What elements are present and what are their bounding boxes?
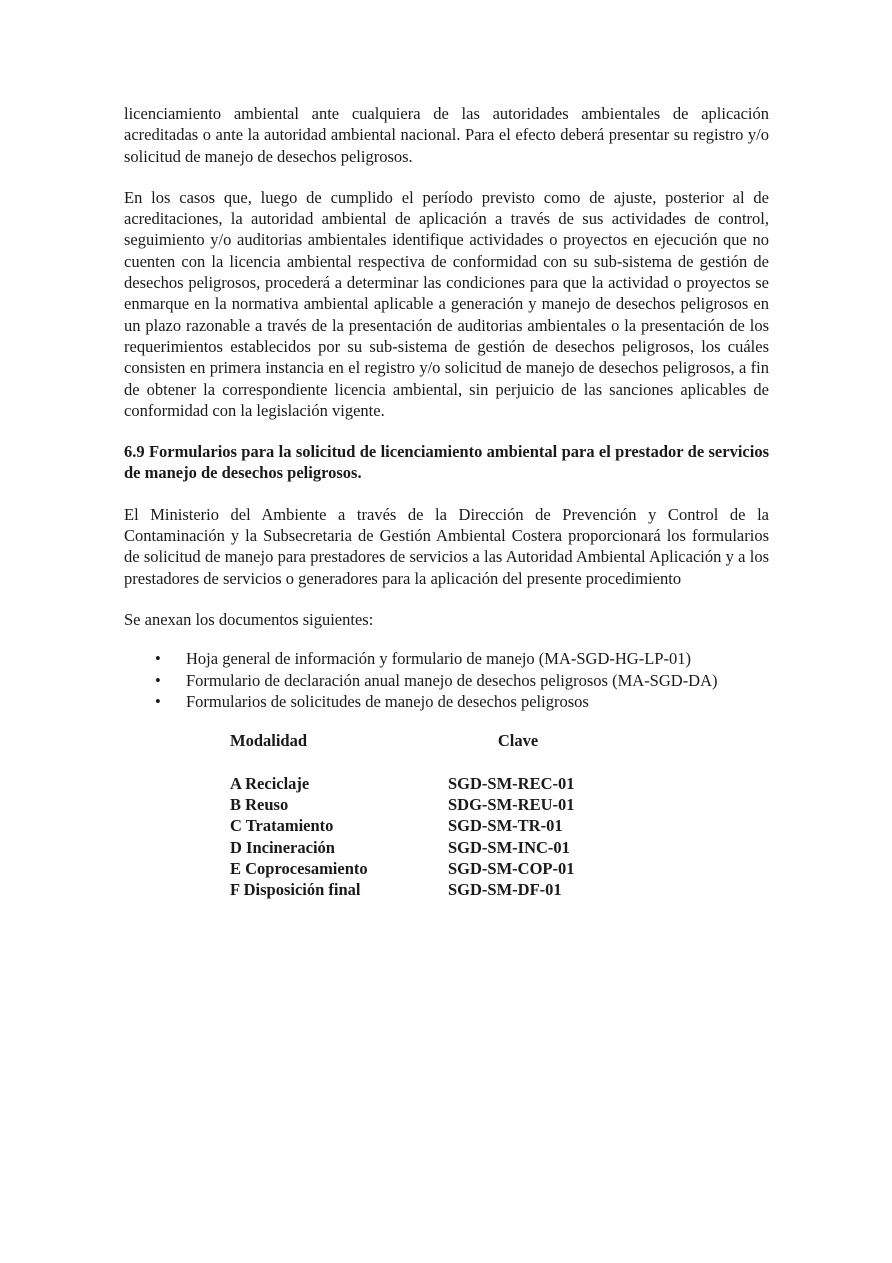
table-header-modalidad: Modalidad: [230, 731, 308, 751]
table-row: [124, 879, 769, 900]
table-cell-modality: C Tratamiento: [230, 816, 334, 836]
table-cell-modality: D Incineración: [230, 837, 335, 857]
annex-bullet-list: [124, 648, 769, 712]
table-cell-modality: A Reciclaje: [230, 773, 310, 793]
list-item: [124, 648, 769, 669]
paragraph-licenciamiento: licenciamiento ambiental ante cualquiera de las autoridades ambientales de aplicación acreditadas o ante la autoridad ambiental nacional. Para el efecto deberá presentar su registro y/o solicitud de manejo de desechos peligrosos.: [124, 104, 769, 166]
bullet-icon: •: [155, 670, 161, 690]
section-heading-6-9: 6.9 Formularios para la solicitud de licenciamiento ambiental para el prestador de servicios de manejo de desechos peligrosos.: [124, 442, 769, 483]
table-cell-key: SGD-SM-DF-01: [448, 880, 562, 900]
table-cell-modality: B Reuso: [230, 795, 289, 815]
modality-key-table: [124, 730, 769, 900]
annex-intro-line: Se anexan los documentos siguientes:: [124, 609, 374, 629]
table-cell-modality: F Disposición final: [230, 880, 361, 900]
paragraph-en-los-casos: En los casos que, luego de cumplido el período previsto como de ajuste, posterior al de acreditaciones, la autoridad ambiental de aplicación a través de sus actividades de control, seguimiento y/o auditorias ambientales identifique actividades o proyectos en ejecución que no cuenten con la licencia ambiental respectiva de conformidad con su sub-sistema de gestión de desechos peligrosos, procederá a determinar las condiciones para que la actividad o proyectos se enmarque en la normativa ambiental aplicable a generación y manejo de desechos peligrosos en un plazo razonable a través de la presentación de auditorias ambientales o la presentación de los requerimientos establecidos por su sub-sistema de gestión de desechos peligrosos, los cuáles consisten en primera instancia en el registro y/o solicitud de manejo de desechos peligrosos, a fin de obtener la correspondiente licencia ambiental, sin perjuicio de las sanciones aplicables de conformidad con la legislación vigente.: [124, 187, 769, 420]
list-item-text: Formularios de solicitudes de manejo de desechos peligrosos: [186, 691, 589, 711]
document-content: [124, 103, 769, 901]
table-row: [124, 837, 769, 858]
bullet-icon: •: [155, 649, 161, 669]
table-cell-key: SGD-SM-REC-01: [448, 773, 575, 793]
table-row: [124, 794, 769, 815]
table-row: [124, 773, 769, 794]
table-cell-key: SGD-SM-INC-01: [448, 837, 570, 857]
table-cell-modality: E Coprocesamiento: [230, 858, 368, 878]
list-item: [124, 670, 769, 691]
table-row: [124, 815, 769, 836]
list-item-text: Hoja general de información y formulario de manejo (MA-SGD-HG-LP-01): [186, 649, 691, 669]
table-cell-key: SDG-SM-REU-01: [448, 795, 575, 815]
paragraph-ministerio: El Ministerio del Ambiente a través de la Dirección de Prevención y Control de la Contaminación y la Subsecretaria de Gestión Ambiental Costera proporcionará los formularios de solicitud de manejo para prestadores de servicios a las Autoridad Ambiental Aplicación y a los prestadores de servicios o generadores para la aplicación del presente procedimiento: [124, 504, 769, 588]
list-item: [124, 691, 769, 712]
table-row: [124, 858, 769, 879]
table-cell-key: SGD-SM-TR-01: [448, 816, 563, 836]
table-spacer: [124, 751, 769, 772]
table-cell-key: SGD-SM-COP-01: [448, 858, 575, 878]
table-header-row: [124, 730, 769, 751]
table-header-clave: Clave: [497, 731, 539, 751]
bullet-icon: •: [155, 691, 161, 711]
list-item-text: Formulario de declaración anual manejo de desechos peligrosos (MA-SGD-DA): [186, 670, 718, 690]
